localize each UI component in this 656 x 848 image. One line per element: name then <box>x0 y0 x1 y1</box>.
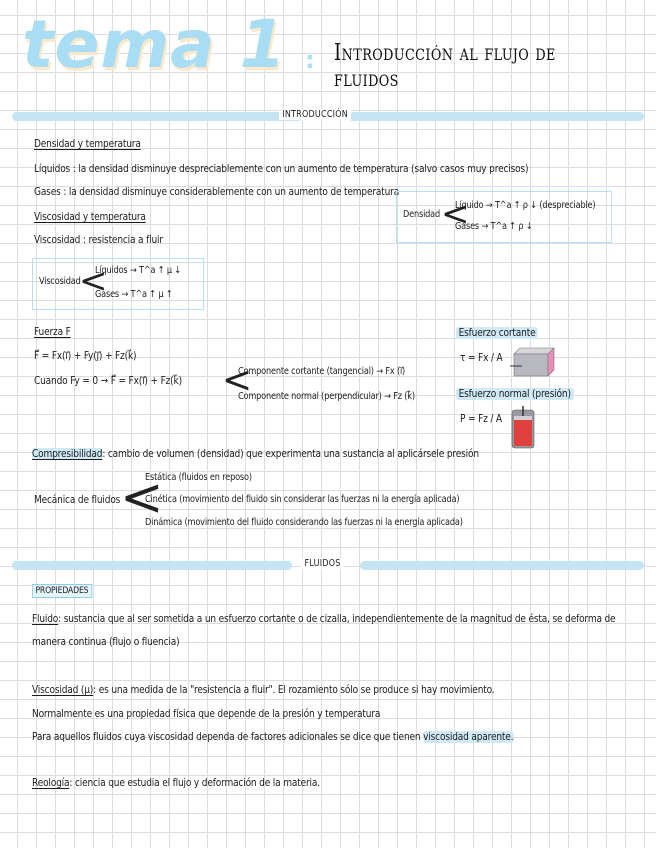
compresibilidad-label: Compresibilidad <box>32 448 103 460</box>
fluido-label: Fluido <box>32 613 59 625</box>
dens-temp-heading: Densidad y temperatura <box>34 138 141 150</box>
fuerza-heading: Fuerza F <box>34 326 71 338</box>
componente-normal: Componente normal (perpendicular) → Fz (k⃗) <box>238 391 415 402</box>
esfuerzo-normal-heading: Esfuerzo normal (presión) <box>456 388 573 400</box>
brace-icon: < <box>441 194 470 234</box>
componente-cortante: Componente cortante (tangencial) → Fx (i⃗) <box>238 366 406 377</box>
fluido-line-1 <box>32 613 615 625</box>
section-heading-introduccion: INTRODUCCIÓN <box>279 109 351 120</box>
viscosidad-text-3a: Para aquellos fluidos cuya viscosidad dependa de factores adicionales se dice que tienen <box>32 731 421 743</box>
cuando-equation: Cuando Fy = 0 → F⃗ = Fx(i⃗) + Fz(k⃗) <box>34 375 182 387</box>
brace-icon: < <box>120 468 164 528</box>
viscosidad-box <box>32 258 204 310</box>
tema-title: tema 1 <box>22 6 287 83</box>
pressure-cylinder-figure <box>508 406 538 450</box>
viscosidad-line-1 <box>32 684 495 696</box>
visc-def: Viscosidad : resistencia a fluir <box>34 234 163 246</box>
shear-block-figure <box>508 346 556 380</box>
viscosidad-box-label: Viscosidad <box>39 276 81 287</box>
gases-line: Gases : la densidad disminuye considerablemente con un aumento de temperatura <box>34 186 400 198</box>
p-equation: P = Fz / A <box>460 413 502 425</box>
viscosidad-line-2: Normalmente es una propiedad física que depende de la presión y temperatura <box>32 708 381 720</box>
compresibilidad-row <box>32 448 479 460</box>
mecanica-label: Mecánica de fluidos <box>34 494 121 506</box>
viscosidad-box-liquidos: Líquidos → T^a ↑ μ ↓ <box>95 265 182 276</box>
fluido-line-2: manera continua (flujo o fluencia) <box>32 636 180 648</box>
title-colon: : <box>305 46 315 74</box>
section-band-left <box>12 561 292 570</box>
viscosidad-box-gases: Gases → T^a ↑ μ ↑ <box>95 289 173 300</box>
section-band-left <box>12 112 302 121</box>
fluido-text-1: : sustancia que al ser sometida a un esfuerzo cortante o de cizalla, independientemente de la magnitud de ésta, se deforma de <box>58 613 616 625</box>
viscosidad-text-1: : es una medida de la "resistencia a fluir". El rozamiento sólo se produce si hay movimiento. <box>93 684 495 696</box>
viscosidad-label: Viscosidad (μ) <box>32 684 94 696</box>
viscosidad-line-3 <box>32 731 513 743</box>
liquidos-line: Líquidos : la densidad disminuye despreciablemente con un aumento de temperatura (salvo casos muy precisos) <box>34 163 529 175</box>
reologia-label: Reología <box>32 777 70 789</box>
page-title: Introducción al flujo de fluidos <box>334 40 556 92</box>
densidad-box-gases: Gases → T^a ↑ ρ ↓ <box>455 221 533 232</box>
densidad-box-liquido: Líquido → T^a ↑ ρ ↓ (despreciable) <box>455 200 596 211</box>
compresibilidad-text: : cambio de volumen (densidad) que experimenta una sustancia al aplicársele presión <box>102 448 479 460</box>
section-heading-fluidos: FLUIDOS <box>301 558 344 569</box>
fuerza-equation: F⃗ = Fx(i⃗) + Fy(j⃗) + Fz(k⃗) <box>34 350 137 362</box>
reologia-text: : ciencia que estudia el flujo y deformación de la materia. <box>69 777 320 789</box>
esfuerzo-cortante-heading: Esfuerzo cortante <box>456 327 538 339</box>
viscosidad-aparente: viscosidad aparente. <box>423 731 514 743</box>
brace-icon: < <box>222 360 253 401</box>
densidad-box-label: Densidad <box>403 209 441 220</box>
brace-icon: < <box>79 261 108 301</box>
densidad-box <box>396 191 612 243</box>
tau-equation: τ = Fx / A <box>460 352 503 364</box>
dinamica-line: Dinámica (movimiento del fluido considerando las fuerzas ni la energía aplicada) <box>145 517 463 528</box>
section-band-right <box>360 561 644 570</box>
cinetica-line: Cinética (movimiento del fluido sin considerar las fuerzas ni la energía aplicada) <box>145 494 460 505</box>
reologia-line <box>32 777 320 789</box>
estatica-line: Estática (fluidos en reposo) <box>145 472 252 483</box>
visc-temp-heading: Viscosidad y temperatura <box>34 211 146 223</box>
propiedades-badge: PROPIEDADES <box>32 584 92 598</box>
section-band-right <box>348 112 644 121</box>
